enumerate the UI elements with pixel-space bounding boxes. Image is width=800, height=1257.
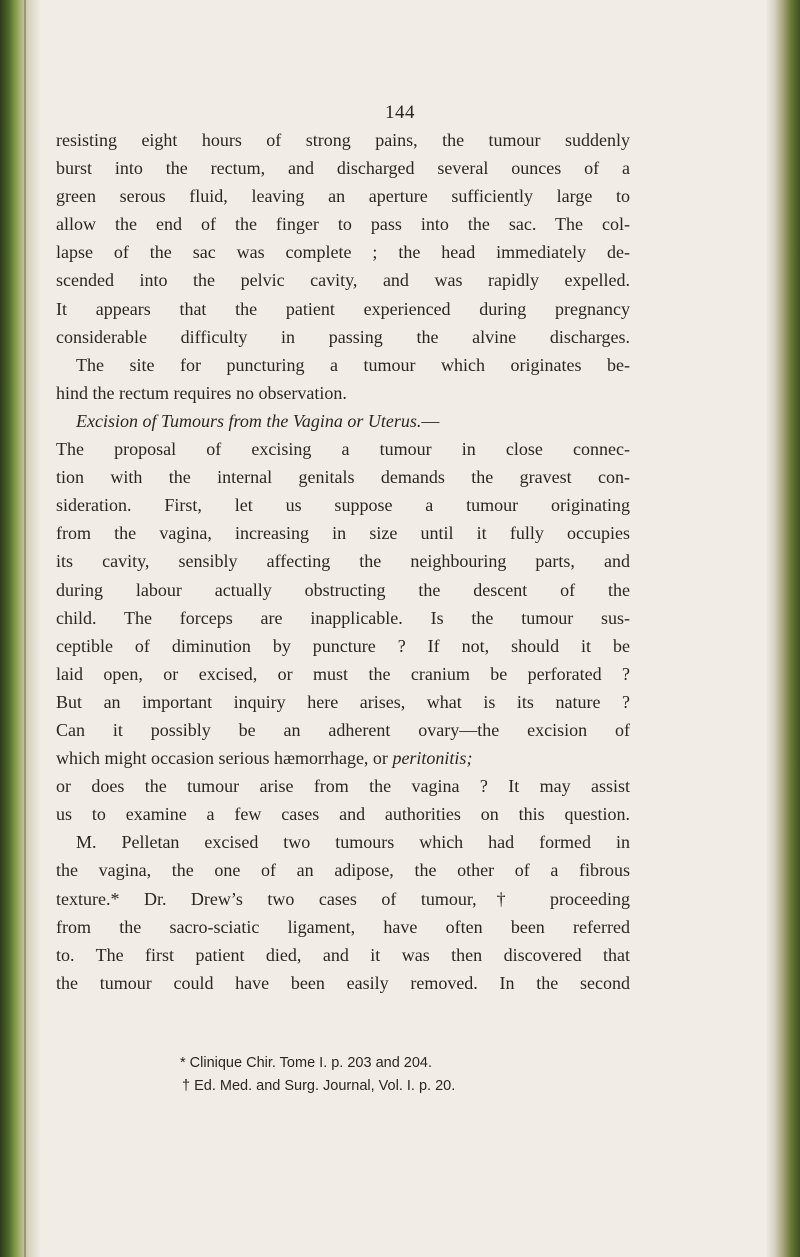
text-line: scended into the pelvic cavity, and was rapidly expelled. (56, 270, 630, 291)
text-line: laid open, or excised, or must the cranium be perforated ? (56, 663, 630, 684)
text-line: resisting eight hours of strong pains, the tumour suddenly (56, 130, 630, 150)
text-line: sideration. First, let us suppose a tumour originating (56, 495, 630, 516)
italic-term: peritonitis; (392, 748, 473, 769)
book-binding-right-edge (766, 0, 800, 1257)
text-line: Can it possibly be an adherent ovary—the excision of (56, 719, 630, 740)
text-line: child. The forceps are inapplicable. Is the tumour sus- (56, 607, 630, 628)
text-line: tion with the internal genitals demands the gravest con- (56, 467, 630, 488)
text-line: texture.* Dr. Drew’s two cases of tumour,† proceeding (56, 888, 630, 909)
footnote: * Clinique Chir. Tome I. p. 203 and 204. (180, 1055, 433, 1071)
text-line: considerable difficulty in passing the alvine discharges. (56, 326, 630, 347)
text-line: from the vagina, increasing in size until it fully occupies (56, 523, 630, 544)
text-line: during labour actually obstructing the descent of the (56, 579, 630, 600)
text-line: the tumour could have been easily removed. In the second (56, 972, 630, 993)
text-line: The site for puncturing a tumour which originates be- (76, 354, 630, 375)
text-line: or does the tumour arise from the vagina ? It may assist (56, 776, 630, 797)
page-number: 144 (385, 102, 415, 123)
text-line: hind the rectum requires no observation. (56, 382, 347, 403)
text-line: to. The first patient died, and it was then discovered that (56, 944, 630, 965)
text-line (56, 744, 630, 772)
book-binding-left-edge (0, 0, 40, 1257)
text-segment: which might occasion serious hæmorrhage, or (56, 748, 393, 769)
text-line: its cavity, sensibly affecting the neighbouring parts, and (56, 551, 630, 572)
text-line: from the sacro-sciatic ligament, have often been referred (56, 916, 630, 937)
text-line: But an important inquiry here arises, what is its nature ? (56, 691, 630, 712)
text-line: ceptible of diminution by puncture ? If not, should it be (56, 635, 630, 656)
text-line: It appears that the patient experienced during pregnancy (56, 298, 630, 319)
section-heading: Excision of Tumours from the Vagina or Uterus. (76, 410, 422, 431)
heading-dash: — (421, 410, 440, 431)
body-text (56, 126, 630, 997)
text-line: allow the end of the finger to pass into the sac. The col- (56, 214, 630, 235)
text-line: The proposal of excising a tumour in close connec- (56, 439, 630, 460)
text-line: burst into the rectum, and discharged several ounces of a (56, 158, 630, 179)
footnote: † Ed. Med. and Surg. Journal, Vol. I. p. 20. (182, 1078, 456, 1094)
text-line: M. Pelletan excised two tumours which had formed in (76, 832, 630, 853)
text-line: us to examine a few cases and authorities on this question. (56, 804, 630, 825)
footnotes (180, 1052, 600, 1098)
text-line: green serous fluid, leaving an aperture sufficiently large to (56, 186, 630, 207)
text-line: the vagina, the one of an adipose, the other of a fibrous (56, 860, 630, 881)
section-heading-line (56, 407, 630, 435)
text-line: lapse of the sac was complete ; the head immediately de- (56, 242, 630, 263)
